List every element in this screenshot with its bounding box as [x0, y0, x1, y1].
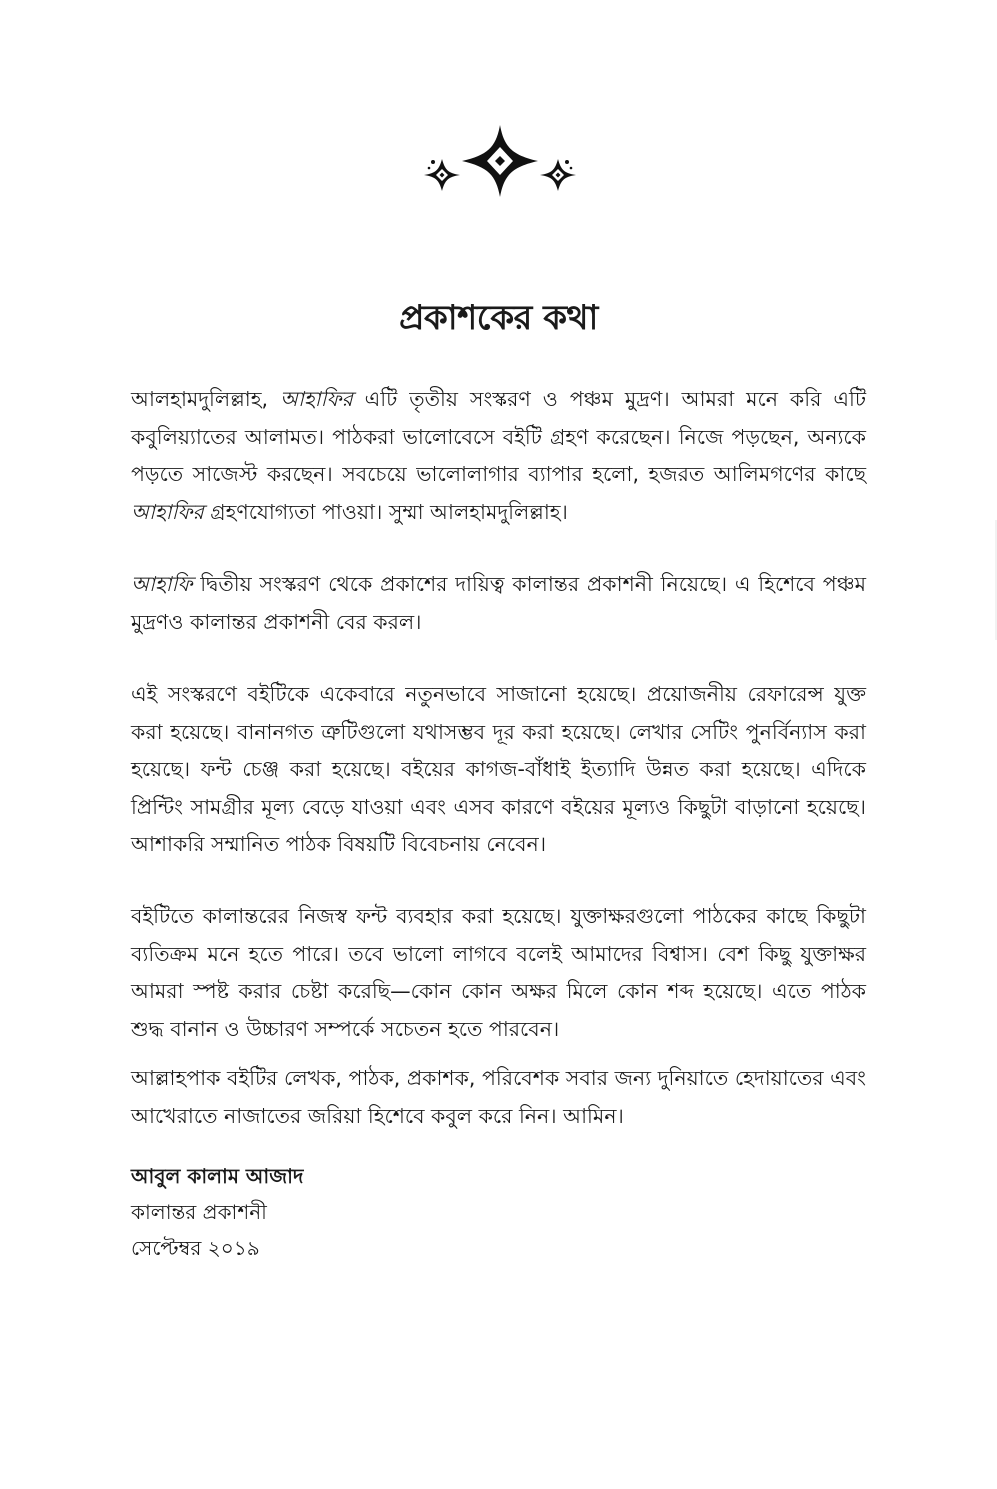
paragraph-1: [131, 381, 866, 531]
paragraph-2-text: দ্বিতীয় সংস্করণ থেকে প্রকাশের দায়িত্ব কালান্তর প্রকাশনী নিয়েছে। এ হিশেবে পঞ্চম মুদ্রণও কালান্তর প্রকাশনী বের করল।: [131, 572, 866, 634]
paragraph-2: [131, 566, 866, 641]
signature-date: সেপ্টেম্বর ২০১৯: [131, 1236, 260, 1260]
paragraph-3: এই সংস্করণে বইটিকে একেবারে নতুনভাবে সাজানো হয়েছে। প্রয়োজনীয় রেফারেন্স যুক্ত করা হয়েছে। বানানগত ত্রুটিগুলো যথাসম্ভব দূর করা হয়েছে। লেখার সেটিং পুনর্বিন্যাস করা হয়েছে। ফন্ট চেঞ্জ করা হয়েছে। বইয়ের কাগজ-বাঁধাই ইত্যাদি উন্নত করা হয়েছে। এদিকে প্রিন্টিং সামগ্রীর মূল্য বেড়ে যাওয়া এবং এসব কারণে বইয়ের মূল্যও কিছুটা বাড়ানো হয়েছে। আশাকরি সম্মানিত পাঠক বিষয়টি বিবেচনায় নেবেন।: [131, 682, 866, 856]
paragraph-1-text-b: এটি তৃতীয় সংস্করণ ও পঞ্চম মুদ্রণ। আমরা মনে করি এটি কবুলিয়্যাতের আলামত। পাঠকরা ভালোবেসে বইটি গ্রহণ করেছেন। নিজে পড়ছেন, অন্যকে পড়তে সাজেস্ট করছেন। সবচেয়ে ভালোলাগার ব্যাপার হলো, হজরত আলিমগণের কাছে: [131, 387, 866, 486]
four-point-star-ornament-icon: [420, 125, 580, 200]
paragraph-1-text-c: গ্রহণযোগ্যতা পাওয়া। সুম্মা আলহামদুলিল্লাহ।: [203, 499, 568, 524]
page-title: প্রকাশকের কথা: [399, 298, 598, 338]
book-title-italic: আহাফি: [131, 572, 193, 596]
paragraph-5: আল্লাহপাক বইটির লেখক, পাঠক, প্রকাশক, পরিবেশক সবার জন্য দুনিয়াতে হেদায়াতের এবং আখেরাতে নাজাতের জরিয়া হিশেবে কবুল করে নিন। আমিন।: [131, 1066, 866, 1128]
book-title-italic: আহাফির: [279, 387, 353, 411]
paragraph-1-text-a: আলহামদুলিল্লাহ,: [131, 387, 280, 411]
signature-name: আবুল কালাম আজাদ: [131, 1164, 304, 1188]
signature-publisher: কালান্তর প্রকাশনী: [131, 1200, 267, 1224]
signature-block: [131, 1158, 303, 1266]
book-title-italic: আহাফির: [131, 499, 204, 524]
paragraph-4: বইটিতে কালান্তরের নিজস্ব ফন্ট ব্যবহার করা হয়েছে। যুক্তাক্ষরগুলো পাঠকের কাছে কিছুটা ব্যতিক্রম মনে হতে পারে। তবে ভালো লাগবে বলেই আমাদের বিশ্বাস। বেশ কিছু যুক্তাক্ষর আমরা স্পষ্ট করার চেষ্টা করেছি—কোন কোন অক্ষর মিলে কোন শব্দ হয়েছে। এতে পাঠক শুদ্ধ বানান ও উচ্চারণ সম্পর্কে সচেতন হতে পারবেন।: [131, 904, 866, 1041]
